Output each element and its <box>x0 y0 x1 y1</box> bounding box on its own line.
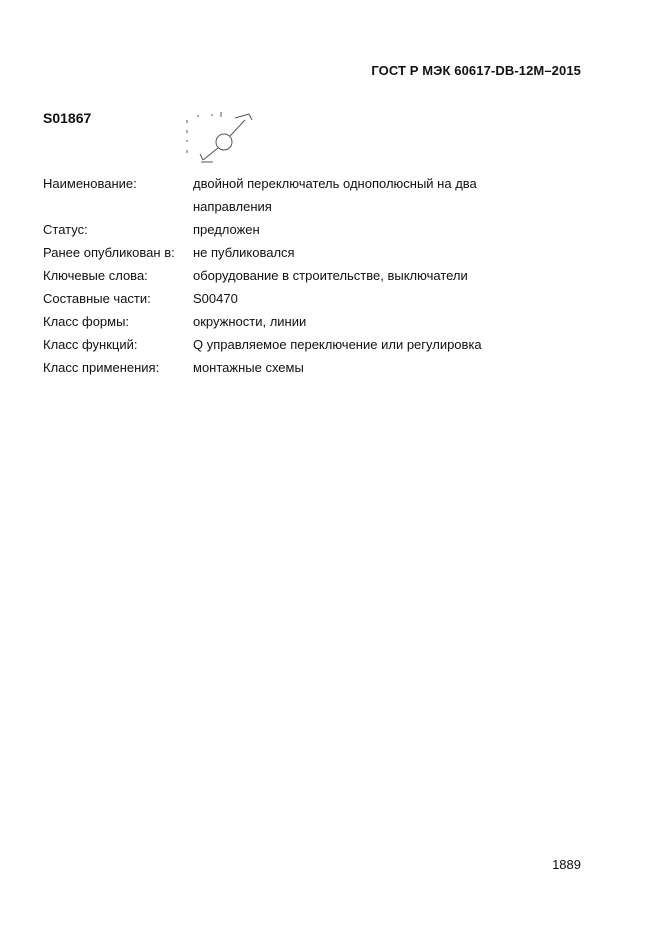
property-value: S00470 <box>193 291 238 306</box>
page-number: 1889 <box>552 857 581 872</box>
property-label: Класс применения: <box>43 360 160 375</box>
property-value-line-cont: направления <box>193 199 272 214</box>
property-label: Класс функций: <box>43 337 138 352</box>
property-row-shape-class <box>43 310 583 333</box>
two-way-switch-icon <box>185 108 260 173</box>
property-label: Статус: <box>43 222 88 237</box>
property-value: Q управляемое переключение или регулировка <box>193 337 482 352</box>
symbol-code: S01867 <box>43 110 92 126</box>
property-row-status <box>43 218 583 241</box>
property-value-line: двойной переключатель однополюсный на два <box>193 176 477 191</box>
property-value <box>193 172 583 218</box>
property-label: Ранее опубликован в: <box>43 245 175 260</box>
document-standard-title: ГОСТ Р МЭК 60617-DB-12M–2015 <box>371 63 581 78</box>
property-label: Составные части: <box>43 291 151 306</box>
property-row-keywords <box>43 264 583 287</box>
property-row-components <box>43 287 583 310</box>
property-row-application-class <box>43 356 583 379</box>
property-row-name <box>43 172 583 218</box>
property-value: не публиковался <box>193 245 295 260</box>
property-value: оборудование в строительстве, выключатели <box>193 268 468 283</box>
property-label: Ключевые слова: <box>43 268 148 283</box>
property-label: Наименование: <box>43 176 137 191</box>
property-value: монтажные схемы <box>193 360 304 375</box>
property-value: предложен <box>193 222 260 237</box>
properties-table <box>43 172 583 379</box>
property-row-function-class <box>43 333 583 356</box>
property-value: окружности, линии <box>193 314 307 329</box>
property-row-published <box>43 241 583 264</box>
property-label: Класс формы: <box>43 314 130 329</box>
